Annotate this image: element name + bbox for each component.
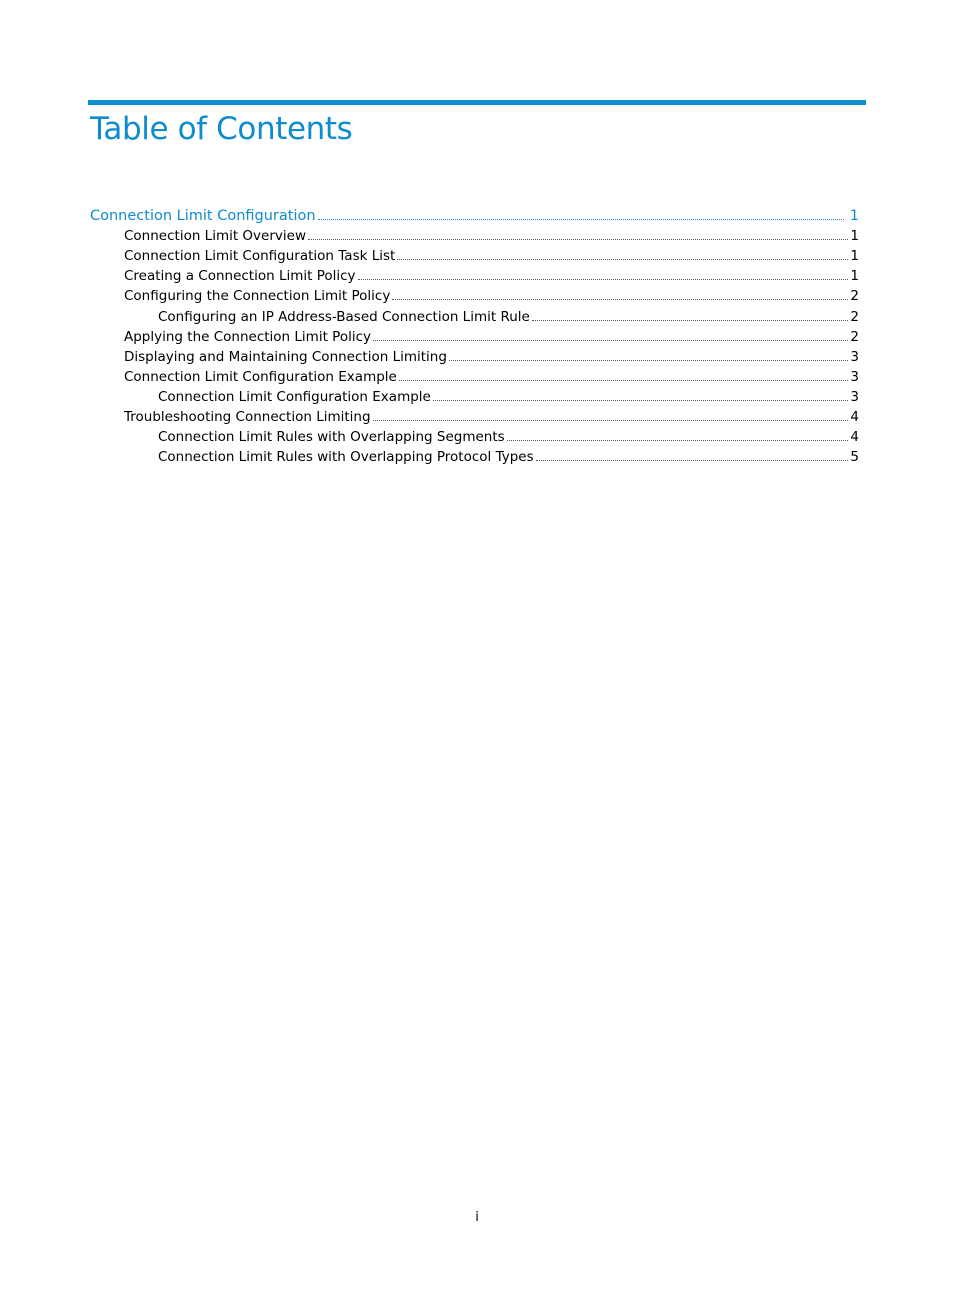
toc-entry[interactable]	[158, 387, 859, 407]
toc-entry[interactable]	[158, 427, 859, 447]
toc-entry-label: Connection Limit Configuration Example	[124, 368, 397, 385]
toc-entry[interactable]	[158, 307, 859, 327]
toc-entry-label: Connection Limit Configuration Example	[158, 388, 431, 405]
toc-entry[interactable]	[124, 226, 859, 246]
toc-entry[interactable]	[124, 347, 859, 367]
toc-entry-page: 1	[850, 248, 859, 265]
toc-entry-page: 5	[850, 449, 859, 466]
toc-entry-label: Creating a Connection Limit Policy	[124, 268, 356, 285]
toc-entry-page: 3	[850, 368, 859, 385]
toc-entry-page: 1	[849, 208, 859, 224]
page-title: Table of Contents	[90, 111, 353, 147]
toc-entry[interactable]	[158, 447, 859, 467]
toc-dot-leader	[397, 259, 848, 260]
toc-dot-leader	[373, 340, 848, 341]
toc-entry-label: Connection Limit Configuration	[90, 208, 316, 224]
toc-entry-page: 3	[850, 388, 859, 405]
toc-dot-leader	[532, 320, 849, 321]
toc-dot-leader	[507, 440, 849, 441]
toc-entry[interactable]	[124, 246, 859, 266]
toc-entry[interactable]	[124, 407, 859, 427]
toc-dot-leader	[536, 460, 849, 461]
footer-page-number: i	[475, 1210, 479, 1225]
toc-dot-leader	[433, 400, 849, 401]
toc-entry-label: Connection Limit Configuration Task List	[124, 248, 396, 265]
toc-entry-page: 1	[850, 228, 859, 245]
toc-entry-page: 2	[850, 328, 859, 345]
toc-dot-leader	[399, 380, 849, 381]
toc-entry[interactable]	[124, 327, 859, 347]
toc-entry-label: Displaying and Maintaining Connection Limiting	[124, 348, 447, 365]
toc-dot-leader	[373, 420, 849, 421]
toc-dot-leader	[318, 219, 844, 220]
toc-entry-label: Configuring an IP Address-Based Connection Limit Rule	[158, 308, 530, 325]
toc-entry[interactable]	[124, 367, 859, 387]
toc-entry[interactable]	[90, 206, 859, 226]
toc-entry-label: Connection Limit Rules with Overlapping Protocol Types	[158, 449, 534, 466]
toc-entry-page: 2	[850, 308, 859, 325]
toc-entry-page: 4	[850, 409, 859, 425]
toc-entry[interactable]	[124, 286, 859, 306]
toc-entry-label: Applying the Connection Limit Policy	[124, 328, 371, 345]
toc-entry-label: Connection Limit Rules with Overlapping Segments	[158, 429, 505, 446]
toc-entry-page: 4	[850, 429, 859, 446]
toc-dot-leader	[308, 239, 848, 240]
toc-entry[interactable]	[124, 266, 859, 286]
toc-entry-label: Configuring the Connection Limit Policy	[124, 288, 391, 305]
toc-entry-label: Troubleshooting Connection Limiting	[124, 409, 371, 425]
toc-entry-page: 3	[850, 348, 859, 365]
toc-entry-page: 1	[850, 268, 859, 285]
toc-entry-label: Connection Limit Overview	[124, 228, 306, 245]
toc-dot-leader	[392, 299, 848, 300]
toc-dot-leader	[449, 360, 849, 361]
toc-dot-leader	[358, 279, 849, 280]
toc-entry-page: 2	[850, 288, 859, 305]
